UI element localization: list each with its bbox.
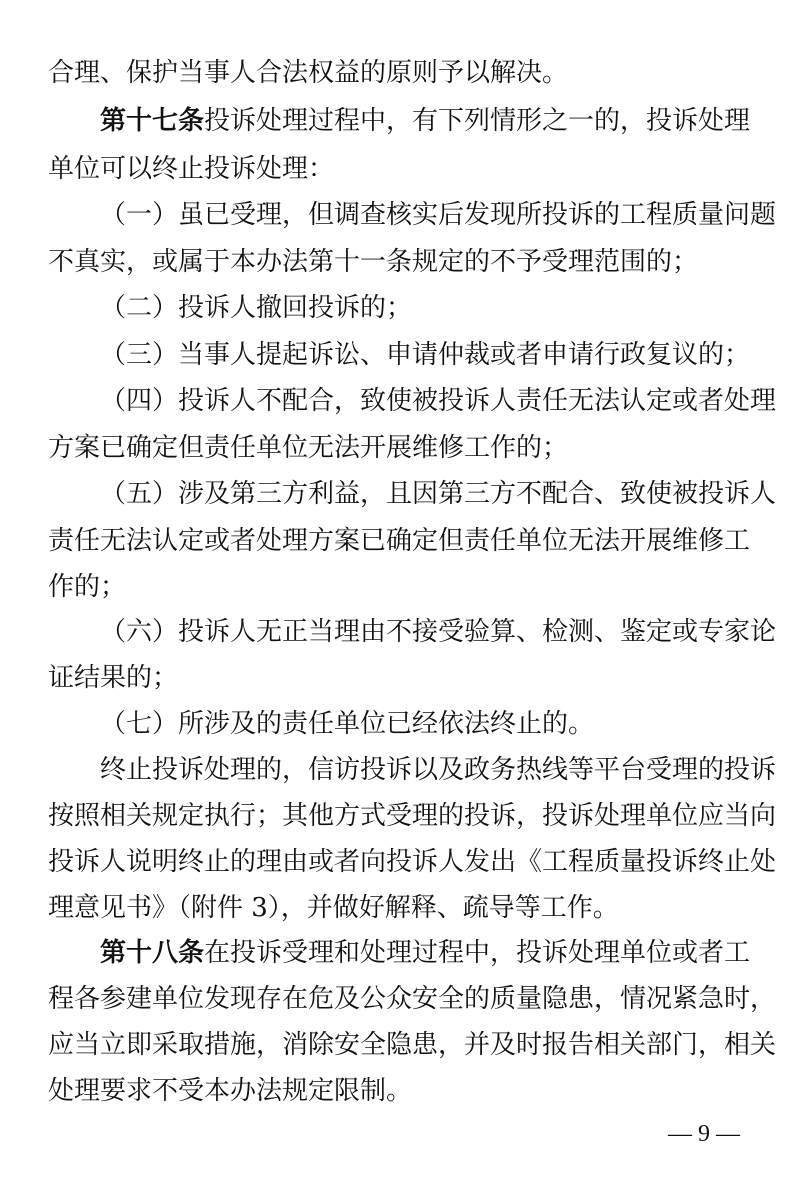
list-item: （一）虽已受理，但调查核实后发现所投诉的工程质量问题 (100, 200, 777, 230)
body-line: 按照相关规定执行；其他方式受理的投诉，投诉处理单位应当向 (48, 801, 777, 831)
body-line: 证结果的； (48, 663, 179, 693)
article-17-text: 投诉处理过程中，有下列情形之一的，投诉处理 (204, 106, 751, 136)
body-line: 作的； (48, 572, 127, 602)
article-17-line (100, 101, 750, 141)
body-line: 单位可以终止投诉处理： (48, 154, 335, 184)
list-item: （三）当事人提起诉讼、申请仲裁或者申请行政复议的； (100, 340, 751, 370)
body-line: 应当立即采取措施，消除安全隐患，并及时报告相关部门，相关 (48, 1030, 777, 1060)
list-item: （二）投诉人撤回投诉的； (100, 293, 413, 323)
body-line: 投诉人说明终止的理由或者向投诉人发出《工程质量投诉终止处 (48, 847, 777, 877)
article-18-line (100, 933, 750, 973)
body-line: 程各参建单位发现存在危及公众安全的质量隐患，情况紧急时， (48, 984, 777, 1014)
body-line: 终止投诉处理的，信访投诉以及政务热线等平台受理的投诉 (100, 755, 777, 785)
list-item: （五）涉及第三方利益，且因第三方不配合、致使被投诉人 (100, 479, 777, 509)
list-item: （六）投诉人无正当理由不接受验算、检测、鉴定或专家论 (100, 617, 777, 647)
body-line: 处理要求不受本办法规定限制。 (48, 1076, 413, 1106)
body-line: 不真实，或属于本办法第十一条规定的不予受理范围的； (48, 247, 699, 277)
body-line: 责任无法认定或者处理方案已确定但责任单位无法开展维修工 (48, 526, 751, 556)
page-number: — 9 — (668, 1121, 740, 1147)
article-17-heading: 第十七条 (100, 106, 205, 136)
article-18-text: 在投诉受理和处理过程中，投诉处理单位或者工 (204, 938, 751, 968)
list-item: （四）投诉人不配合，致使被投诉人责任无法认定或者处理 (100, 386, 777, 416)
body-line: 合理、保护当事人合法权益的原则予以解决。 (48, 58, 569, 88)
article-18-heading: 第十八条 (100, 938, 205, 968)
list-item: （七）所涉及的责任单位已经依法终止的。 (100, 709, 595, 739)
body-line: 方案已确定但责任单位无法开展维修工作的； (48, 433, 569, 463)
body-line: 理意见书》（附件 3），并做好解释、疏导等工作。 (48, 893, 619, 923)
